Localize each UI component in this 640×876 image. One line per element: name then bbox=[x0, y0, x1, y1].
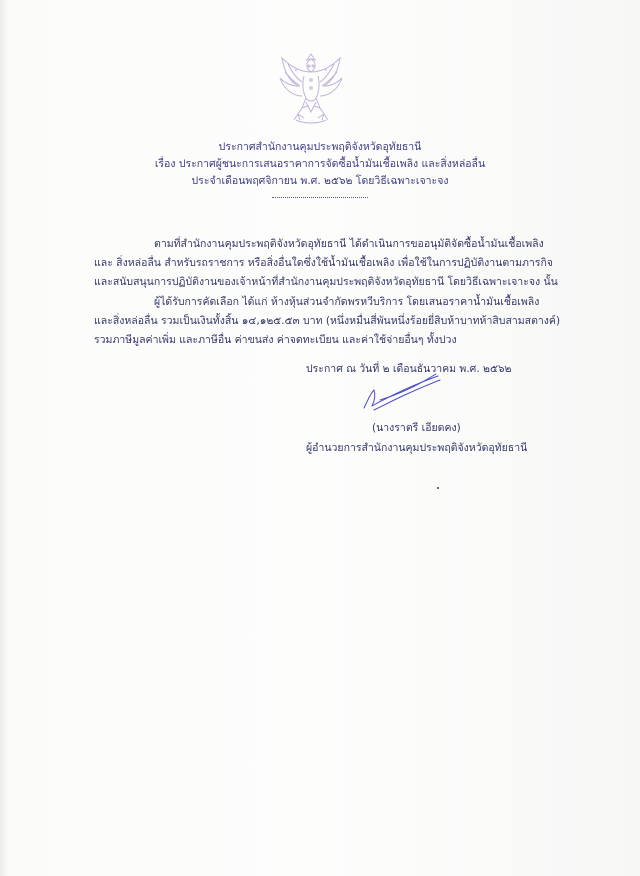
body-p1-line1: ตามที่สำนักงานคุมประพฤติจังหวัดอุทัยธานี ได้ดำเนินการขออนุมัติจัดซื้อน้ำมันเชื้อเพลิง bbox=[154, 238, 544, 250]
body-p1-line3: และสนับสนุนการปฏิบัติงานของเจ้าหน้าที่สำนักงานคุมประพฤติจังหวัดอุทัยธานี โดยวิธีเฉพาะเจาะจง นั้น bbox=[94, 276, 558, 288]
body-p1-line2: และ สิ่งหล่อลื่น สำหรับรถราชการ หรือสิ่งอื่นใดซึ่งใช้น้ำมันเชื้อเพลิง เพื่อใช้ในการปฏิบัติงานตามภารกิจ bbox=[94, 257, 553, 269]
announcement-date: ประกาศ ณ วันที่ ๒ เดือนธันวาคม พ.ศ. ๒๕๖๒ bbox=[306, 363, 512, 375]
garuda-emblem-icon bbox=[276, 50, 346, 128]
signature-image bbox=[360, 370, 444, 414]
header-separator bbox=[272, 197, 368, 198]
signer-name: (นางราตรี เอียดคง) bbox=[372, 422, 461, 434]
signer-position: ผู้อำนวยการสำนักงานคุมประพฤติจังหวัดอุทัยธานี bbox=[306, 442, 528, 454]
ink-speck bbox=[437, 487, 439, 489]
header-subject: เรื่อง ประกาศผู้ชนะการเสนอราคาการจัดซื้อน้ำมันเชื้อเพลิง และสิ่งหล่อลื่น bbox=[154, 158, 486, 170]
header-period: ประจำเดือนพฤศจิกายน พ.ศ. ๒๕๖๒ โดยวิธีเฉพาะเจาะจง bbox=[191, 175, 449, 187]
header-title: ประกาศสำนักงานคุมประพฤติจังหวัดอุทัยธานี bbox=[218, 141, 422, 153]
body-p2-line3: รวมภาษีมูลค่าเพิ่ม และภาษีอื่น ค่าขนส่ง ค่าจดทะเบียน และค่าใช้จ่ายอื่นๆ ทั้งปวง bbox=[94, 334, 457, 346]
body-p2-line1: ผู้ได้รับการคัดเลือก ได้แก่ ห้างหุ้นส่วนจำกัดพรหวีบริการ โดยเสนอราคาน้ำมันเชื้อเพลิง bbox=[154, 296, 540, 308]
body-p2-line2: และสิ่งหล่อลื่น รวมเป็นเงินทั้งสิ้น ๑๔,๑๒๕.๕๓ บาท (หนึ่งหมื่นสี่พันหนึ่งร้อยยี่สิบห้าบาทห้าสิบสามสตางค์) bbox=[94, 315, 561, 327]
